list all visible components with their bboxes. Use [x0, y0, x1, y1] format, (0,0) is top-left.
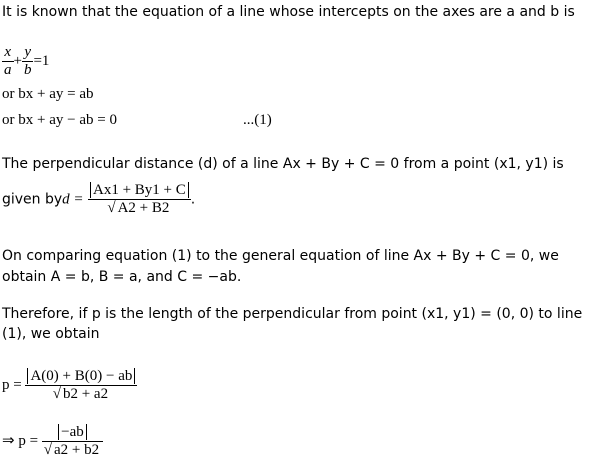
therefore-text-line-1: Therefore, if p is the length of the perpendicular from point (x1, y1) = (0, 0) to line — [2, 306, 583, 322]
p-equation-1: p = $\frac{A(0) + B(0) - ab}{√ b2 + a2}$ — [2, 368, 137, 403]
therefore-text-line-2: (1), we obtain — [2, 326, 100, 342]
p-fraction-1: $\frac{A(0) + B(0) - ab}{√ b2 + a2}$ — [25, 368, 137, 403]
equation-line-2: or bx + ay = ab — [2, 86, 94, 102]
perpendicular-distance-text: The perpendicular distance (d) of a line Ax + By + C = 0 from a point (x1, y1) is — [2, 156, 564, 172]
equation-tag: ...(1) — [243, 112, 272, 128]
intro-text: It is known that the equation of a line whose intercepts on the axes are a and b is — [2, 4, 575, 20]
distance-formula: given byd = $\frac{Ax1 + By1 + C}{√ A2 + B2}$ . — [2, 182, 196, 216]
comparison-text-line-2: obtain A = b, B = a, and C = −ab. — [2, 269, 242, 285]
comparison-text-line-1: On comparing equation (1) to the general equation of line Ax + By + C = 0, we — [2, 248, 559, 264]
p-fraction-2: $\frac{-ab}{√ a2 + b2}$ — [42, 424, 103, 459]
distance-fraction: $\frac{Ax1 + By1 + C}{√ A2 + B2}$ — [88, 182, 191, 217]
intercept-form-equation: $\frac{x}{a}$ + $\frac{y}{b}$ =1 — [4, 44, 50, 78]
fraction-x-over-a: $\frac{x}{a}$ — [4, 44, 12, 78]
equation-line-3: or bx + ay − ab = 0 — [2, 112, 117, 128]
p-equation-2: ⇒ p = $\frac{-ab}{√ a2 + b2}$ — [2, 424, 103, 459]
fraction-y-over-b: $\frac{y}{b}$ — [23, 44, 32, 78]
